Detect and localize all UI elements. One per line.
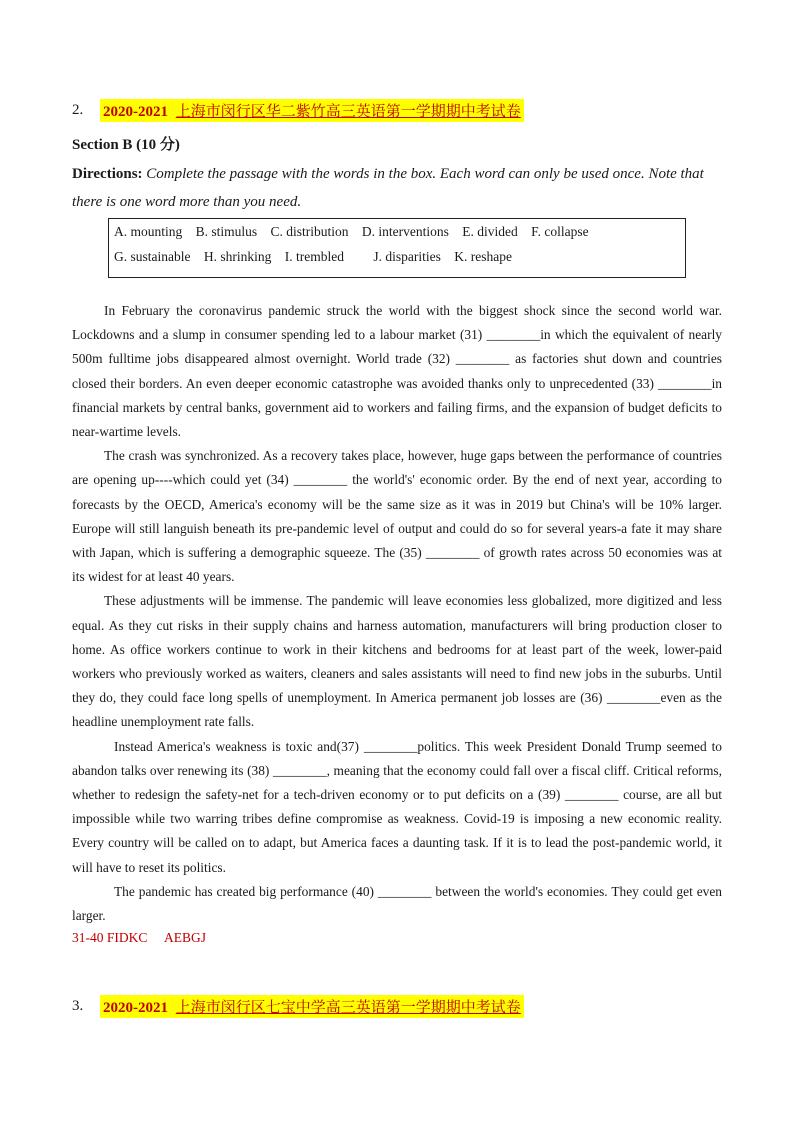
directions-label: Directions: — [72, 166, 143, 182]
exam-title-link[interactable]: 上海市闵行区七宝中学高三英语第一学期期中考试卷 — [175, 1000, 521, 1016]
passage-paragraph-1: In February the coronavirus pandemic struck the world with the biggest shock since the second world war. Lockdowns and a slump in consumer spending led to a labour market (31) ________in which the equivalent of nearly 500m fulltime jobs disappeared almost overnight. World trade (32) ________ as factories shut down and countries closed their borders. An even deeper economic catastrophe was avoided thanks only to unprecedented (33) ________in financial markets by central banks, government aid to workers and failing firms, and the expansion of budget deficits to near-wartime levels. — [72, 303, 722, 440]
exam-source-highlight — [100, 99, 524, 122]
answer-key-part-2: AEBGJ — [164, 930, 207, 945]
word-option: I. trembled — [284, 249, 344, 264]
word-option: E. divided — [462, 224, 518, 239]
exam-year: 2020-2021 — [103, 104, 168, 120]
exam-year: 2020-2021 — [103, 1000, 168, 1016]
question-number: 3. — [72, 998, 84, 1014]
word-option: G. sustainable — [114, 249, 191, 264]
passage-paragraph-5: The pandemic has created big performance (40) ________ between the world's economies. They could get even larger. — [72, 883, 722, 924]
question-3-heading — [72, 995, 524, 1018]
passage-paragraph-3: These adjustments will be immense. The pandemic will leave economies less globalized, more digitized and less equal. As they cut risks in their supply chains and harness automation, manufacturers will bring production closer to home. As office workers continue to work in their kitchens and bedrooms for at least part of the week, lower-paid workers who previously worked as waiters, cleaners and sales assistants will need to find new jobs in the suburbs. Until they do, they could face long spells of unemployment. In America permanent job losses are (36) ________even as the headline unemployment rate falls. — [72, 593, 722, 730]
answer-key — [72, 930, 220, 946]
section-title: Section B (10 分) — [72, 137, 180, 153]
passage-paragraph-4: Instead America's weakness is toxic and(37) ________politics. This week President Donald Trump seemed to abandon talks over renewing its (38) ________, meaning that the economy could fall over a fiscal cliff. Critical reforms, whether to redesign the safety-net for a tech-driven economy or to put deficits on a (39) ________ course, are all but impossible while two warring tribes define compromise as weakness. Covid-19 is imposing a new economic reality. Every country will be called on to adapt, but America faces a daunting task. If it is to lead the post-pandemic world, it will have to reset its politics. — [72, 738, 722, 875]
answer-key-part-1: 31-40 FIDKC — [72, 930, 148, 945]
passage-paragraph-2: The crash was synchronized. As a recovery takes place, however, huge gaps between the performance of countries are opening up----which could yet (34) ________ the world's' economic order. By the end of next year, according to forecasts by the OECD, America's economy will be the same size as it was in 2019 but China's will be 10% larger. Europe will still languish beneath its pre-pandemic level of output and could do so for several years-a fate it may share with Japan, which is suffering a demographic squeeze. The (35) ________ of growth rates across 50 economies was at its widest for at least 40 years. — [72, 448, 722, 585]
passage — [72, 299, 722, 928]
directions-text: Complete the passage with the words in the box. Each word can only be used once. Note that there is one word more than you need. — [72, 166, 704, 210]
word-option: F. collapse — [531, 224, 589, 239]
word-option: B. stimulus — [195, 224, 258, 239]
word-option: H. shrinking — [203, 249, 272, 264]
word-option: C. distribution — [270, 224, 349, 239]
question-number: 2. — [72, 102, 84, 118]
word-option: K. reshape — [454, 249, 512, 264]
directions — [72, 160, 722, 216]
word-box-row-1 — [114, 224, 599, 240]
word-option: D. interventions — [361, 224, 449, 239]
word-option: J. disparities — [373, 249, 441, 264]
exam-title-link[interactable]: 上海市闵行区华二紫竹高三英语第一学期期中考试卷 — [175, 104, 521, 120]
word-box — [108, 218, 686, 278]
word-box-row-2 — [114, 249, 522, 265]
word-option: A. mounting — [114, 224, 183, 239]
exam-source-highlight — [100, 995, 524, 1018]
question-2-heading — [72, 99, 524, 122]
